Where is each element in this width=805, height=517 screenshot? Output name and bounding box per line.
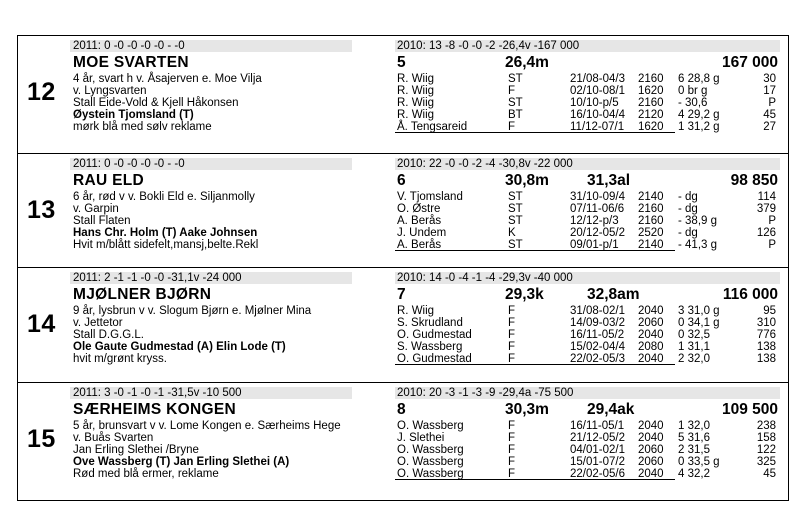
race-driver: O. Wassberg — [397, 420, 464, 432]
race-result: 4 32,2 — [678, 468, 710, 480]
info-line: 6 år, rød v v. Bokli Eld e. Siljanmolly — [73, 191, 255, 203]
race-odds: 95 — [763, 305, 776, 317]
race-driver: A. Berås — [397, 239, 442, 251]
race-driver: R. Wiig — [397, 305, 435, 317]
info-line: Jan Erling Slethei /Bryne — [73, 444, 199, 456]
race-odds: 138 — [756, 353, 776, 365]
race-driver: O. Wassberg — [397, 468, 464, 480]
stats-2010: 2010: 20 -3 -1 -3 -9 -29,4a -75 500 — [397, 387, 574, 399]
race-driver: A. Berås — [397, 215, 442, 227]
start-number: 15 — [27, 425, 56, 453]
race-driver: J. Undem — [397, 227, 447, 239]
race-distance: 2140 — [638, 239, 664, 251]
race-odds: 776 — [756, 329, 776, 341]
earnings: 109 500 — [721, 401, 778, 418]
info-line: Hvit m/blått sidefelt,mansj,belte.Rekl — [73, 239, 259, 251]
race-program — [17, 35, 789, 501]
race-result: 0 33,5 g — [678, 456, 720, 468]
race-result: 1 31,1 — [678, 341, 710, 353]
info-line: Stall D.G.G.L. — [73, 329, 144, 341]
start-number: 12 — [27, 78, 56, 106]
race-underline — [395, 250, 675, 251]
race-date: 15/01-07/2 — [570, 456, 625, 468]
info-line: v. Lyngsvarten — [73, 85, 147, 97]
race-odds: 158 — [756, 432, 776, 444]
stats-2011: 2011: 3 -0 -1 -0 -1 -31,5v -10 500 — [73, 387, 242, 399]
race-result: 1 32,0 — [678, 420, 710, 432]
info-line: Ove Wassberg (T) Jan Erling Slethei (A) — [73, 456, 290, 468]
info-line: v. Garpin — [73, 203, 119, 215]
race-driver: R. Wiig — [397, 109, 435, 121]
info-line: 9 år, lysbrun v v. Slogum Bjørn e. Mjølner Mina — [73, 305, 312, 317]
start-number: 14 — [27, 310, 56, 338]
race-odds: P — [768, 239, 776, 251]
race-distance: 2520 — [638, 227, 664, 239]
race-result: 0 32,5 — [678, 329, 710, 341]
race-track: ST — [508, 97, 523, 109]
earnings: 98 850 — [730, 172, 778, 189]
race-date: 31/10-09/4 — [570, 191, 625, 203]
race-driver: O. Gudmestad — [397, 353, 472, 365]
info-line: Øystein Tjomsland (T) — [73, 109, 194, 121]
race-distance: 2040 — [638, 432, 664, 444]
race-track: F — [508, 353, 516, 365]
race-odds: 238 — [756, 420, 776, 432]
race-odds: 325 — [756, 456, 776, 468]
race-date: 22/02-05/6 — [570, 468, 625, 480]
race-result: 0 34,1 g — [678, 317, 720, 329]
race-distance: 2160 — [638, 215, 664, 227]
race-underline — [395, 479, 675, 480]
race-odds: 122 — [756, 444, 776, 456]
race-result: 2 31,5 — [678, 444, 710, 456]
race-track: ST — [508, 239, 523, 251]
race-track: F — [508, 341, 516, 353]
race-date: 15/02-04/4 — [570, 341, 625, 353]
race-odds: 379 — [756, 203, 776, 215]
stats-2011: 2011: 0 -0 -0 -0 -0 - -0 — [73, 40, 185, 52]
stats-2010: 2010: 14 -0 -4 -1 -4 -29,3v -40 000 — [397, 272, 573, 284]
race-track: ST — [508, 191, 523, 203]
race-result: - 30,6 — [678, 97, 708, 109]
race-result: 6 28,8 g — [678, 73, 720, 85]
race-distance: 2140 — [638, 191, 664, 203]
race-distance: 2040 — [638, 420, 664, 432]
race-distance: 2160 — [638, 203, 664, 215]
race-odds: 138 — [756, 341, 776, 353]
horse-name: MJØLNER BJØRN — [73, 286, 212, 303]
record-1: 30,3m — [505, 401, 549, 418]
race-odds: 17 — [763, 85, 776, 97]
race-odds: 45 — [763, 109, 776, 121]
race-distance: 2060 — [638, 456, 664, 468]
race-odds: 45 — [763, 468, 776, 480]
race-result: 2 32,0 — [678, 353, 710, 365]
race-driver: O. Østre — [397, 203, 441, 215]
race-driver: S. Skrudland — [397, 317, 463, 329]
race-odds: 126 — [756, 227, 776, 239]
info-line: hvit m/grønt kryss. — [73, 353, 167, 365]
race-driver: R. Wiig — [397, 73, 435, 85]
info-line: v. Jettetor — [73, 317, 123, 329]
race-track: F — [508, 305, 516, 317]
info-line: 5 år, brunsvart v v. Lome Kongen e. Særheims Hege — [73, 420, 341, 432]
race-distance: 2040 — [638, 305, 664, 317]
race-distance: 2040 — [638, 468, 664, 480]
starts-count: 6 — [397, 172, 406, 189]
race-distance: 2060 — [638, 317, 664, 329]
race-date: 20/12-05/2 — [570, 227, 625, 239]
race-result: - dg — [678, 191, 698, 203]
race-date: 16/10-04/4 — [570, 109, 625, 121]
race-distance: 2060 — [638, 444, 664, 456]
race-odds: 27 — [763, 121, 776, 133]
info-line: 4 år, svart h v. Åsajerven e. Moe Vilja — [73, 73, 262, 85]
race-distance: 2160 — [638, 73, 664, 85]
record-1: 26,4m — [505, 54, 549, 71]
race-result: 4 29,2 g — [678, 109, 720, 121]
record-1: 29,3k — [505, 286, 544, 303]
race-driver: O. Wassberg — [397, 444, 464, 456]
race-driver: J. Slethei — [397, 432, 445, 444]
race-date: 14/09-03/2 — [570, 317, 625, 329]
race-odds: 30 — [763, 73, 776, 85]
race-date: 21/08-04/3 — [570, 73, 625, 85]
race-result: 0 br g — [678, 85, 708, 97]
record-2: 31,3al — [587, 172, 631, 189]
horse-name: MOE SVARTEN — [73, 54, 189, 71]
earnings: 167 000 — [721, 54, 778, 71]
race-distance: 2040 — [638, 353, 664, 365]
race-result: 5 31,6 — [678, 432, 710, 444]
race-date: 11/12-07/1 — [570, 121, 625, 133]
info-line: Ole Gaute Gudmestad (A) Elin Lode (T) — [73, 341, 286, 353]
race-result: - 38,9 g — [678, 215, 717, 227]
horse-name: SÆRHEIMS KONGEN — [73, 401, 236, 418]
race-distance: 2120 — [638, 109, 664, 121]
info-line: Stall Eide-Vold & Kjell Håkonsen — [73, 97, 239, 109]
info-line: mørk blå med sølv reklame — [73, 121, 212, 133]
race-track: F — [508, 432, 516, 444]
stats-2010: 2010: 22 -0 -0 -2 -4 -30,8v -22 000 — [397, 158, 573, 170]
start-number: 13 — [27, 196, 56, 224]
race-driver: V. Tjomsland — [397, 191, 463, 203]
race-date: 31/08-02/1 — [570, 305, 625, 317]
race-distance: 2160 — [638, 97, 664, 109]
stats-2010: 2010: 13 -8 -0 -0 -2 -26,4v -167 000 — [397, 40, 580, 52]
race-date: 12/12-p/3 — [570, 215, 619, 227]
race-odds: 310 — [756, 317, 776, 329]
race-date: 10/10-p/5 — [570, 97, 619, 109]
horse-entry — [18, 154, 788, 268]
race-track: F — [508, 317, 516, 329]
race-date: 21/12-05/2 — [570, 432, 625, 444]
record-2: 29,4ak — [587, 401, 635, 418]
info-line: v. Buås Svarten — [73, 432, 154, 444]
stats-2011: 2011: 0 -0 -0 -0 -0 - -0 — [73, 158, 185, 170]
horse-entry — [18, 268, 788, 383]
record-2: 32,8am — [587, 286, 640, 303]
info-line: Stall Flaten — [73, 215, 131, 227]
race-result: - dg — [678, 227, 698, 239]
race-distance: 2080 — [638, 341, 664, 353]
race-odds: P — [768, 215, 776, 227]
race-date: 16/11-05/1 — [570, 420, 625, 432]
race-result: - 41,3 g — [678, 239, 717, 251]
race-track: ST — [508, 73, 523, 85]
race-underline — [395, 364, 675, 365]
race-driver: S. Wassberg — [397, 341, 463, 353]
race-distance: 1620 — [638, 121, 664, 133]
starts-count: 8 — [397, 401, 406, 418]
race-driver: R. Wiig — [397, 85, 435, 97]
race-distance: 2040 — [638, 329, 664, 341]
starts-count: 5 — [397, 54, 406, 71]
race-track: ST — [508, 203, 523, 215]
race-result: 1 31,2 g — [678, 121, 720, 133]
race-odds: 114 — [757, 191, 776, 203]
race-track: F — [508, 444, 516, 456]
race-driver: O. Gudmestad — [397, 329, 472, 341]
race-date: 04/01-02/1 — [570, 444, 625, 456]
race-track: F — [508, 121, 516, 133]
horse-name: RAU ELD — [73, 172, 144, 189]
info-line: Hans Chr. Holm (T) Aake Johnsen — [73, 227, 258, 239]
race-track: F — [508, 456, 516, 468]
race-date: 02/10-08/1 — [570, 85, 625, 97]
race-track: F — [508, 468, 516, 480]
race-track: K — [508, 227, 516, 239]
race-track: ST — [508, 215, 523, 227]
record-1: 30,8m — [505, 172, 549, 189]
race-result: 3 31,0 g — [678, 305, 720, 317]
info-line: Rød med blå ermer, reklame — [73, 468, 219, 480]
horse-entry — [18, 383, 788, 500]
race-date: 07/11-06/6 — [570, 203, 625, 215]
race-date: 22/02-05/3 — [570, 353, 625, 365]
race-track: F — [508, 329, 516, 341]
stats-2011: 2011: 2 -1 -1 -0 -0 -31,1v -24 000 — [73, 272, 242, 284]
race-track: BT — [508, 109, 523, 121]
race-result: - dg — [678, 203, 698, 215]
race-odds: P — [768, 97, 776, 109]
race-distance: 1620 — [638, 85, 664, 97]
race-driver: R. Wiig — [397, 97, 435, 109]
race-track: F — [508, 85, 516, 97]
race-date: 09/01-p/1 — [570, 239, 619, 251]
earnings: 116 000 — [722, 286, 778, 303]
race-driver: Å. Tengsareid — [397, 121, 468, 133]
race-underline — [395, 132, 675, 133]
race-track: F — [508, 420, 516, 432]
race-date: 16/11-05/2 — [570, 329, 625, 341]
race-driver: O. Wassberg — [397, 456, 464, 468]
starts-count: 7 — [397, 286, 406, 303]
horse-entry — [18, 36, 788, 154]
